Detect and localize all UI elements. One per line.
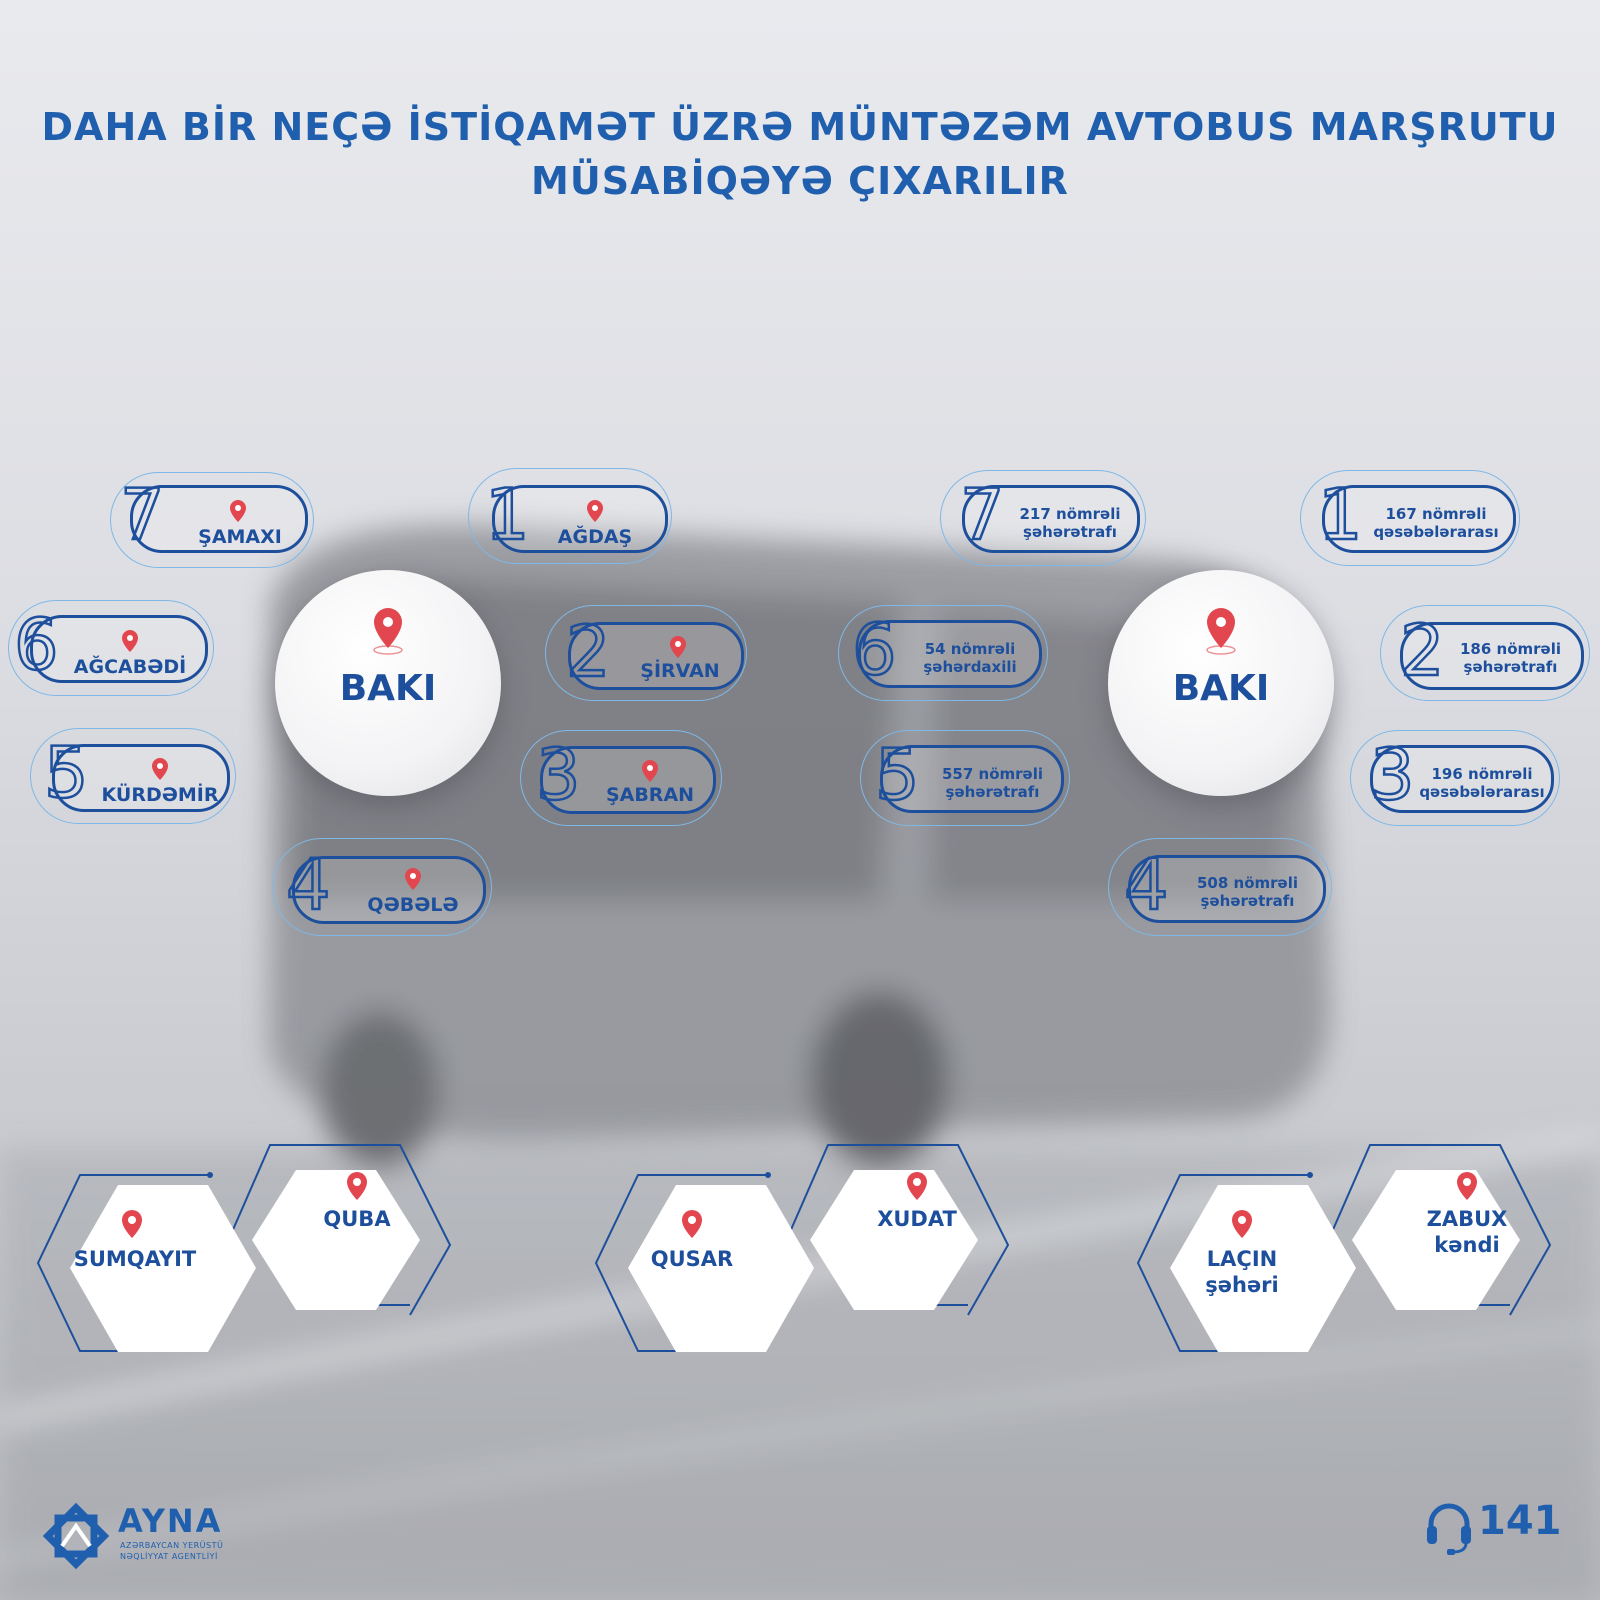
location-pin-icon xyxy=(120,1210,144,1240)
location-pin-icon xyxy=(1230,1210,1254,1240)
hex-city-label: QUBA xyxy=(323,1207,391,1231)
hex-outline xyxy=(588,1115,1018,1360)
route-number: 7 xyxy=(120,474,165,556)
route-number: 6 xyxy=(852,609,897,691)
route-destination: AĞCABƏDİ xyxy=(73,656,187,678)
location-pin-icon xyxy=(680,1210,704,1240)
location-pin-icon xyxy=(585,500,605,524)
route-number: 5 xyxy=(875,734,920,816)
hotline-number: 141 xyxy=(1478,1498,1562,1544)
route-description xyxy=(1412,765,1552,801)
route-number: 3 xyxy=(536,734,581,816)
hex-city-label: SUMQAYIT xyxy=(73,1247,197,1271)
hex-outline xyxy=(30,1115,460,1360)
logo-name: AYNA xyxy=(118,1502,223,1540)
route-number: 2 xyxy=(1400,610,1445,692)
route-number: 1 xyxy=(1318,474,1363,556)
hex-city-label: XUDAT xyxy=(877,1207,957,1231)
location-pin-icon xyxy=(668,636,688,660)
location-pin-icon xyxy=(150,758,170,782)
route-number: 4 xyxy=(286,844,331,926)
route-destination: KÜRDƏMİR xyxy=(101,784,219,806)
logo-subtitle: AZƏRBAYCAN YERÜSTÜ NƏQLİYYAT AGENTLİYİ xyxy=(120,1541,224,1561)
route-number-label: 557 nömrəli xyxy=(941,765,1043,783)
route-number-label: 54 nömrəli xyxy=(924,640,1016,658)
route-destination: ŞİRVAN xyxy=(640,660,720,682)
route-number: 2 xyxy=(566,611,611,693)
location-pin-icon xyxy=(228,500,248,524)
route-type-label: şəhərətrafı xyxy=(1463,658,1558,676)
route-number: 7 xyxy=(960,474,1005,556)
route-number-label: 167 nömrəli xyxy=(1385,505,1487,523)
route-destination: QƏBƏLƏ xyxy=(367,894,459,916)
hex-city-label: LAÇIN şəhəri xyxy=(1205,1247,1279,1297)
route-destination: ŞABRAN xyxy=(605,784,695,806)
route-description xyxy=(905,640,1035,676)
route-description xyxy=(1180,874,1315,910)
location-pin-icon xyxy=(345,1172,369,1202)
location-pin-icon xyxy=(905,1172,929,1202)
hex-city-label: QUSAR xyxy=(650,1247,734,1271)
route-destination: ŞAMAXI xyxy=(198,526,282,548)
title-line-1: DAHA BİR NEÇƏ İSTİQAMƏT ÜZRƏ MÜNTƏZƏM AVTOBUS MARŞRUTU xyxy=(41,105,1559,149)
route-destination: AĞDAŞ xyxy=(557,526,633,548)
location-pin-icon xyxy=(371,608,405,656)
location-pin-icon xyxy=(640,760,660,784)
center-city: BAKI xyxy=(1172,668,1270,709)
center-circle xyxy=(1108,570,1334,796)
route-number: 3 xyxy=(1370,734,1415,816)
route-number: 5 xyxy=(44,732,89,814)
route-number-label: 196 nömrəli xyxy=(1431,765,1533,783)
route-type-label: şəhərdaxili xyxy=(923,658,1017,676)
center-city: BAKI xyxy=(339,668,437,709)
route-number: 6 xyxy=(14,604,59,686)
route-description xyxy=(1010,505,1130,541)
route-number: 4 xyxy=(1124,844,1169,926)
ayna-logo-icon xyxy=(40,1500,112,1572)
location-pin-icon xyxy=(403,868,423,892)
location-pin-icon xyxy=(1455,1172,1479,1202)
headset-icon xyxy=(1425,1500,1473,1556)
route-type-label: şəhərətrafı xyxy=(945,783,1040,801)
route-number-label: 186 nömrəli xyxy=(1459,640,1561,658)
route-description xyxy=(1448,640,1573,676)
location-pin-icon xyxy=(120,630,140,654)
route-type-label: qəsəbələrarası xyxy=(1419,783,1545,801)
center-circle xyxy=(275,570,501,796)
route-type-label: şəhərətrafı xyxy=(1023,523,1117,541)
route-description xyxy=(930,765,1055,801)
route-number: 1 xyxy=(485,474,530,556)
route-type-label: şəhərətrafı xyxy=(1200,892,1295,910)
route-number-label: 508 nömrəli xyxy=(1196,874,1298,892)
hex-city-label: ZABUX kəndi xyxy=(1426,1207,1508,1257)
route-type-label: qəsəbələrarası xyxy=(1373,523,1499,541)
route-number-label: 217 nömrəli xyxy=(1019,505,1121,523)
location-pin-icon xyxy=(1204,608,1238,656)
page-title xyxy=(0,100,1600,208)
title-line-2: MÜSABİQƏYƏ ÇIXARILIR xyxy=(531,159,1069,203)
route-description xyxy=(1366,505,1506,541)
